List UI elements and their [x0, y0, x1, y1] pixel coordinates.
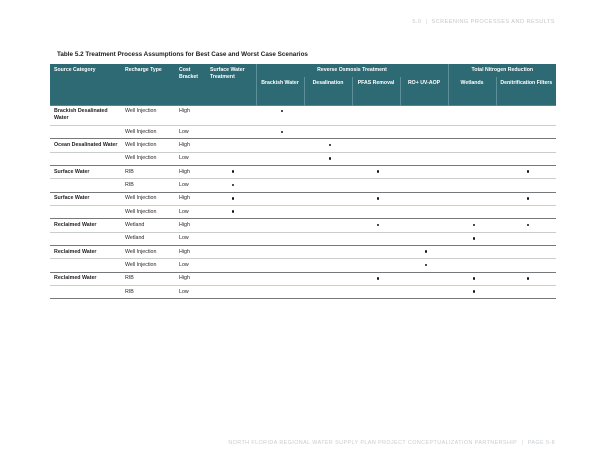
cell-recharge-type: Wetland — [121, 232, 175, 245]
header-group-row — [50, 64, 556, 77]
cell-surface-water-treatment — [206, 125, 256, 138]
cell-ro-uv-aop — [400, 152, 448, 165]
col-header-source-category: Source Category — [50, 64, 121, 105]
marker-dot-icon — [281, 110, 283, 112]
table-row — [50, 192, 556, 205]
cell-brackish-water — [256, 272, 304, 285]
cell-brackish-water — [256, 192, 304, 205]
cell-source-category: Reclaimed Water — [50, 272, 121, 285]
cell-denitrification-filters — [496, 285, 556, 298]
cell-cost-bracket: Low — [175, 259, 206, 272]
cell-recharge-type: RIB — [121, 165, 175, 178]
cell-cost-bracket: Low — [175, 285, 206, 298]
cell-desalination — [304, 219, 352, 232]
cell-pfas-removal — [352, 245, 400, 258]
cell-desalination — [304, 139, 352, 152]
cell-cost-bracket: High — [175, 245, 206, 258]
marker-dot-icon — [425, 264, 427, 266]
cell-ro-uv-aop — [400, 105, 448, 125]
cell-source-category — [50, 205, 121, 218]
table-row — [50, 152, 556, 165]
cell-cost-bracket: High — [175, 219, 206, 232]
marker-dot-icon — [527, 170, 529, 172]
cell-surface-water-treatment — [206, 152, 256, 165]
cell-denitrification-filters — [496, 232, 556, 245]
cell-desalination — [304, 125, 352, 138]
cell-recharge-type: Well Injection — [121, 245, 175, 258]
cell-pfas-removal — [352, 179, 400, 192]
marker-dot-icon — [232, 170, 234, 172]
cell-pfas-removal — [352, 152, 400, 165]
col-header-recharge-type: Recharge Type — [121, 64, 175, 105]
cell-pfas-removal — [352, 285, 400, 298]
cell-ro-uv-aop — [400, 179, 448, 192]
running-header — [412, 19, 555, 25]
cell-recharge-type: Well Injection — [121, 139, 175, 152]
cell-pfas-removal — [352, 125, 400, 138]
cell-denitrification-filters — [496, 219, 556, 232]
page-footer — [228, 440, 555, 446]
cell-wetlands — [448, 205, 496, 218]
cell-denitrification-filters — [496, 205, 556, 218]
marker-dot-icon — [527, 197, 529, 199]
col-group-header-reverse-osmosis-treatment: Reverse Osmosis Treatment — [256, 64, 448, 77]
marker-dot-icon — [232, 197, 234, 199]
cell-source-category — [50, 232, 121, 245]
cell-surface-water-treatment — [206, 245, 256, 258]
table-row — [50, 259, 556, 272]
cell-brackish-water — [256, 179, 304, 192]
cell-wetlands — [448, 125, 496, 138]
cell-cost-bracket: High — [175, 192, 206, 205]
cell-cost-bracket: Low — [175, 125, 206, 138]
cell-pfas-removal — [352, 272, 400, 285]
page-footer-separator: | — [521, 440, 524, 446]
cell-recharge-type: Well Injection — [121, 105, 175, 125]
cell-pfas-removal — [352, 219, 400, 232]
cell-recharge-type: RIB — [121, 272, 175, 285]
cell-ro-uv-aop — [400, 125, 448, 138]
cell-denitrification-filters — [496, 179, 556, 192]
cell-source-category: Surface Water — [50, 192, 121, 205]
marker-dot-icon — [425, 250, 427, 252]
cell-pfas-removal — [352, 259, 400, 272]
marker-dot-icon — [377, 170, 379, 172]
marker-dot-icon — [232, 184, 234, 186]
cell-pfas-removal — [352, 165, 400, 178]
cell-wetlands — [448, 219, 496, 232]
marker-dot-icon — [473, 237, 475, 239]
cell-wetlands — [448, 245, 496, 258]
cell-source-category — [50, 179, 121, 192]
marker-dot-icon — [527, 224, 529, 226]
cell-wetlands — [448, 272, 496, 285]
cell-source-category: Reclaimed Water — [50, 219, 121, 232]
cell-surface-water-treatment — [206, 259, 256, 272]
cell-surface-water-treatment — [206, 179, 256, 192]
cell-denitrification-filters — [496, 105, 556, 125]
cell-cost-bracket: High — [175, 139, 206, 152]
cell-desalination — [304, 105, 352, 125]
cell-ro-uv-aop — [400, 285, 448, 298]
table-row — [50, 205, 556, 218]
col-header-brackish-water: Brackish Water — [256, 77, 304, 106]
cell-ro-uv-aop — [400, 219, 448, 232]
table-row — [50, 179, 556, 192]
cell-recharge-type: Well Injection — [121, 152, 175, 165]
cell-wetlands — [448, 179, 496, 192]
cell-brackish-water — [256, 105, 304, 125]
marker-dot-icon — [377, 224, 379, 226]
table-row — [50, 139, 556, 152]
cell-source-category — [50, 125, 121, 138]
running-header-separator: | — [425, 19, 428, 25]
cell-source-category: Ocean Desalinated Water — [50, 139, 121, 152]
cell-wetlands — [448, 232, 496, 245]
cell-denitrification-filters — [496, 139, 556, 152]
cell-ro-uv-aop — [400, 165, 448, 178]
cell-ro-uv-aop — [400, 259, 448, 272]
table-row — [50, 272, 556, 285]
cell-ro-uv-aop — [400, 245, 448, 258]
cell-ro-uv-aop — [400, 139, 448, 152]
table-row — [50, 125, 556, 138]
cell-desalination — [304, 245, 352, 258]
cell-denitrification-filters — [496, 259, 556, 272]
cell-recharge-type: Wetland — [121, 219, 175, 232]
cell-desalination — [304, 285, 352, 298]
col-header-denitrification-filters: Denitrification Filters — [496, 77, 556, 106]
cell-brackish-water — [256, 152, 304, 165]
marker-dot-icon — [281, 131, 283, 133]
marker-dot-icon — [232, 210, 234, 212]
cell-source-category: Surface Water — [50, 165, 121, 178]
cell-wetlands — [448, 139, 496, 152]
cell-surface-water-treatment — [206, 139, 256, 152]
cell-denitrification-filters — [496, 152, 556, 165]
cell-pfas-removal — [352, 105, 400, 125]
marker-dot-icon — [377, 277, 379, 279]
cell-surface-water-treatment — [206, 105, 256, 125]
cell-cost-bracket: High — [175, 272, 206, 285]
cell-brackish-water — [256, 232, 304, 245]
cell-recharge-type: RIB — [121, 179, 175, 192]
cell-source-category — [50, 285, 121, 298]
cell-desalination — [304, 272, 352, 285]
cell-recharge-type: Well Injection — [121, 205, 175, 218]
marker-dot-icon — [473, 277, 475, 279]
marker-dot-icon — [473, 224, 475, 226]
cell-brackish-water — [256, 139, 304, 152]
cell-denitrification-filters — [496, 125, 556, 138]
cell-desalination — [304, 152, 352, 165]
marker-dot-icon — [377, 197, 379, 199]
col-header-surface-water-treatment: Surface Water Treatment — [206, 64, 256, 105]
cell-surface-water-treatment — [206, 205, 256, 218]
col-header-ro-uv-aop: RO+ UV-AOP — [400, 77, 448, 106]
cell-wetlands — [448, 152, 496, 165]
col-header-pfas-removal: PFAS Removal — [352, 77, 400, 106]
cell-desalination — [304, 165, 352, 178]
cell-recharge-type: Well Injection — [121, 192, 175, 205]
cell-desalination — [304, 232, 352, 245]
cell-source-category: Brackish Desalinated Water — [50, 105, 121, 125]
cell-cost-bracket: High — [175, 165, 206, 178]
cell-wetlands — [448, 259, 496, 272]
cell-ro-uv-aop — [400, 232, 448, 245]
marker-dot-icon — [527, 277, 529, 279]
cell-denitrification-filters — [496, 165, 556, 178]
cell-surface-water-treatment — [206, 165, 256, 178]
cell-brackish-water — [256, 285, 304, 298]
cell-ro-uv-aop — [400, 192, 448, 205]
cell-pfas-removal — [352, 205, 400, 218]
cell-surface-water-treatment — [206, 219, 256, 232]
cell-cost-bracket: Low — [175, 152, 206, 165]
cell-denitrification-filters — [496, 192, 556, 205]
page-footer-text: NORTH FLORIDA REGIONAL WATER SUPPLY PLAN PROJECT CONCEPTUALIZATION PARTNERSHIP — [228, 440, 518, 446]
cell-desalination — [304, 205, 352, 218]
running-header-section: 5.0 — [412, 19, 422, 25]
table-head — [50, 64, 556, 105]
marker-dot-icon — [329, 157, 331, 159]
table-row — [50, 232, 556, 245]
cell-cost-bracket: Low — [175, 179, 206, 192]
cell-pfas-removal — [352, 232, 400, 245]
cell-surface-water-treatment — [206, 272, 256, 285]
cell-cost-bracket: Low — [175, 232, 206, 245]
cell-brackish-water — [256, 205, 304, 218]
cell-pfas-removal — [352, 139, 400, 152]
table-row — [50, 105, 556, 125]
cell-desalination — [304, 192, 352, 205]
cell-source-category: Reclaimed Water — [50, 245, 121, 258]
table-caption: Table 5.2 Treatment Process Assumptions for Best Case and Worst Case Scenarios — [57, 51, 308, 58]
table-row — [50, 245, 556, 258]
running-header-title: SCREENING PROCESSES AND RESULTS — [431, 19, 555, 25]
cell-brackish-water — [256, 219, 304, 232]
col-header-cost-bracket: Cost Bracket — [175, 64, 206, 105]
cell-wetlands — [448, 285, 496, 298]
cell-ro-uv-aop — [400, 272, 448, 285]
cell-surface-water-treatment — [206, 192, 256, 205]
marker-dot-icon — [473, 290, 475, 292]
cell-cost-bracket: Low — [175, 205, 206, 218]
cell-ro-uv-aop — [400, 205, 448, 218]
cell-brackish-water — [256, 245, 304, 258]
cell-brackish-water — [256, 259, 304, 272]
treatment-assumptions-table — [50, 64, 556, 299]
cell-wetlands — [448, 192, 496, 205]
cell-recharge-type: Well Injection — [121, 125, 175, 138]
treatment-assumptions-table-container — [50, 64, 556, 299]
cell-surface-water-treatment — [206, 232, 256, 245]
cell-source-category — [50, 152, 121, 165]
table-row — [50, 165, 556, 178]
col-group-header-total-nitrogen-reduction: Total Nitrogen Reduction — [448, 64, 556, 77]
cell-surface-water-treatment — [206, 285, 256, 298]
cell-recharge-type: Well Injection — [121, 259, 175, 272]
cell-desalination — [304, 179, 352, 192]
cell-brackish-water — [256, 125, 304, 138]
cell-denitrification-filters — [496, 245, 556, 258]
cell-wetlands — [448, 105, 496, 125]
cell-cost-bracket: High — [175, 105, 206, 125]
table-row — [50, 285, 556, 298]
col-header-desalination: Desalination — [304, 77, 352, 106]
cell-brackish-water — [256, 165, 304, 178]
cell-wetlands — [448, 165, 496, 178]
cell-source-category — [50, 259, 121, 272]
cell-recharge-type: RIB — [121, 285, 175, 298]
page-footer-page-number: PAGE 5-8 — [527, 440, 555, 446]
col-header-wetlands: Wetlands — [448, 77, 496, 106]
cell-denitrification-filters — [496, 272, 556, 285]
table-row — [50, 219, 556, 232]
cell-desalination — [304, 259, 352, 272]
marker-dot-icon — [329, 144, 331, 146]
cell-pfas-removal — [352, 192, 400, 205]
table-body — [50, 105, 556, 299]
